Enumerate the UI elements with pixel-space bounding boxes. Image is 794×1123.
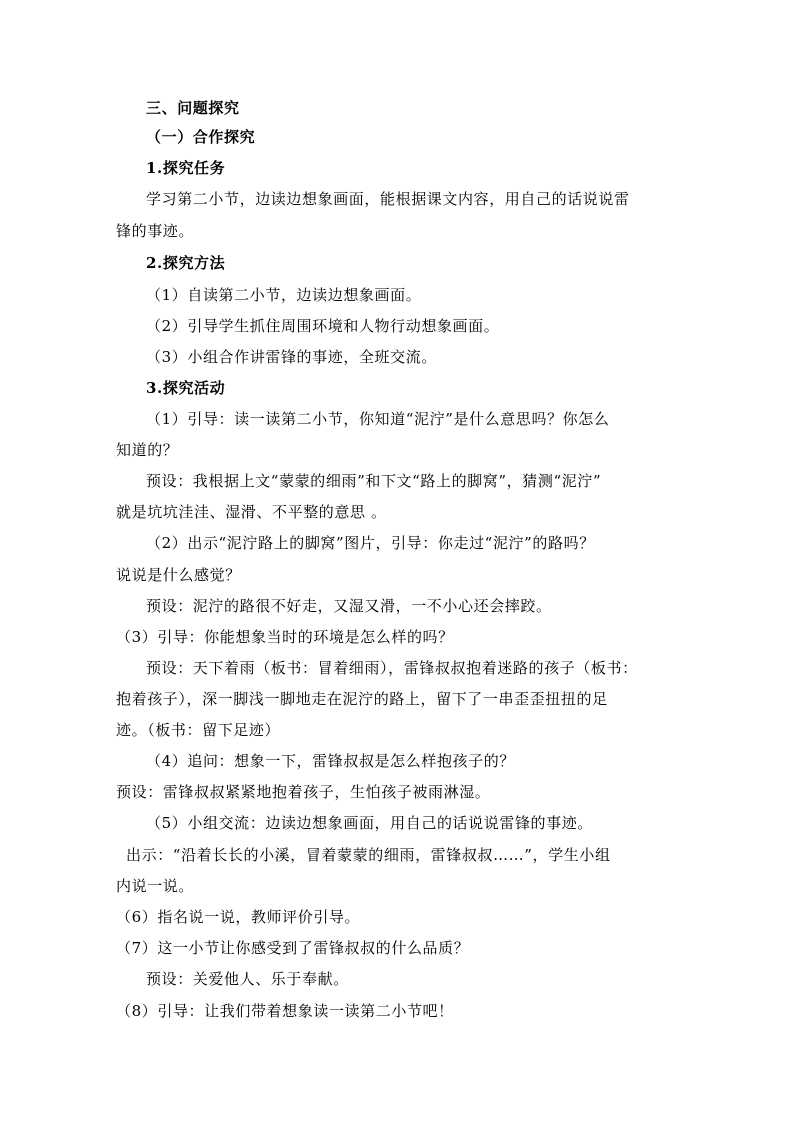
activity-5-show-line2: 内说一说。 — [116, 877, 195, 895]
task-text-line2: 锋的事迹。 — [116, 222, 195, 240]
method-item: （3）小组合作讲雷锋的事迹，全班交流。 — [146, 348, 437, 366]
activity-7-preset: 预设：关爱他人、乐于奉献。 — [146, 970, 349, 988]
activity-7: （7）这一小节让你感受到了雷锋叔叔的什么品质？ — [116, 939, 470, 957]
activity-8: （8）引导：让我们带着想象读一读第二小节吧！ — [116, 1002, 454, 1020]
activity-3-preset-line2: 抱着孩子），深一脚浅一脚地走在泥泞的路上，留下了一串歪歪扭扭的足 — [116, 690, 608, 708]
activity-2-line2: 说说是什么感觉？ — [116, 566, 241, 584]
activity-title: 3.探究活动 — [146, 379, 226, 397]
activity-4: （4）追问：想象一下，雷锋叔叔是怎么样抱孩子的？ — [146, 752, 515, 770]
activity-5: （5）小组交流：边读边想象画面，用自己的话说说雷锋的事迹。 — [146, 814, 593, 832]
method-item: （1）自读第二小节，边读边想象画面。 — [146, 286, 422, 304]
method-title: 2.探究方法 — [146, 254, 226, 272]
activity-3-preset-line1: 预设：天下着雨（板书：冒着细雨），雷锋叔叔抱着迷路的孩子（板书： — [146, 659, 638, 677]
task-text-line1: 学习第二小节，边读边想象画面，能根据课文内容，用自己的话说说雷 — [146, 190, 630, 208]
activity-3-preset-line3: 迹。（板书：留下足迹） — [116, 721, 281, 739]
activity-4-preset: 预设：雷锋叔叔紧紧地抱着孩子，生怕孩子被雨淋湿。 — [116, 783, 491, 801]
activity-3: （3）引导：你能想象当时的环境是怎么样的吗？ — [116, 628, 454, 646]
section-sub-heading: （一）合作探究 — [146, 128, 256, 146]
activity-5-show-line1: 出示：“沿着长长的小溪，冒着蒙蒙的细雨，雷锋叔叔……”，学生小组 — [126, 846, 611, 864]
activity-1-preset-line1: 预设：我根据上文“蒙蒙的细雨”和下文“路上的脚窝”，猜测“泥泞” — [146, 472, 602, 490]
activity-2-preset: 预设：泥泞的路很不好走，又湿又滑，一不小心还会摔跤。 — [146, 597, 552, 615]
activity-1-line1: （1）引导：读一读第二小节，你知道“泥泞”是什么意思吗？你怎么 — [146, 410, 610, 428]
activity-1-line2: 知道的？ — [116, 441, 179, 459]
section-heading: 三、问题探究 — [146, 99, 240, 117]
activity-6: （6）指名说一说，教师评价引导。 — [116, 908, 361, 926]
task-title: 1.探究任务 — [146, 159, 226, 177]
activity-1-preset-line2: 就是坑坑洼洼、湿滑、不平整的意思 。 — [116, 503, 387, 521]
activity-2-line1: （2）出示“泥泞路上的脚窝”图片，引导：你走过“泥泞”的路吗？ — [146, 534, 595, 552]
method-item: （2）引导学生抓住周围环境和人物行动想象画面。 — [146, 317, 500, 335]
